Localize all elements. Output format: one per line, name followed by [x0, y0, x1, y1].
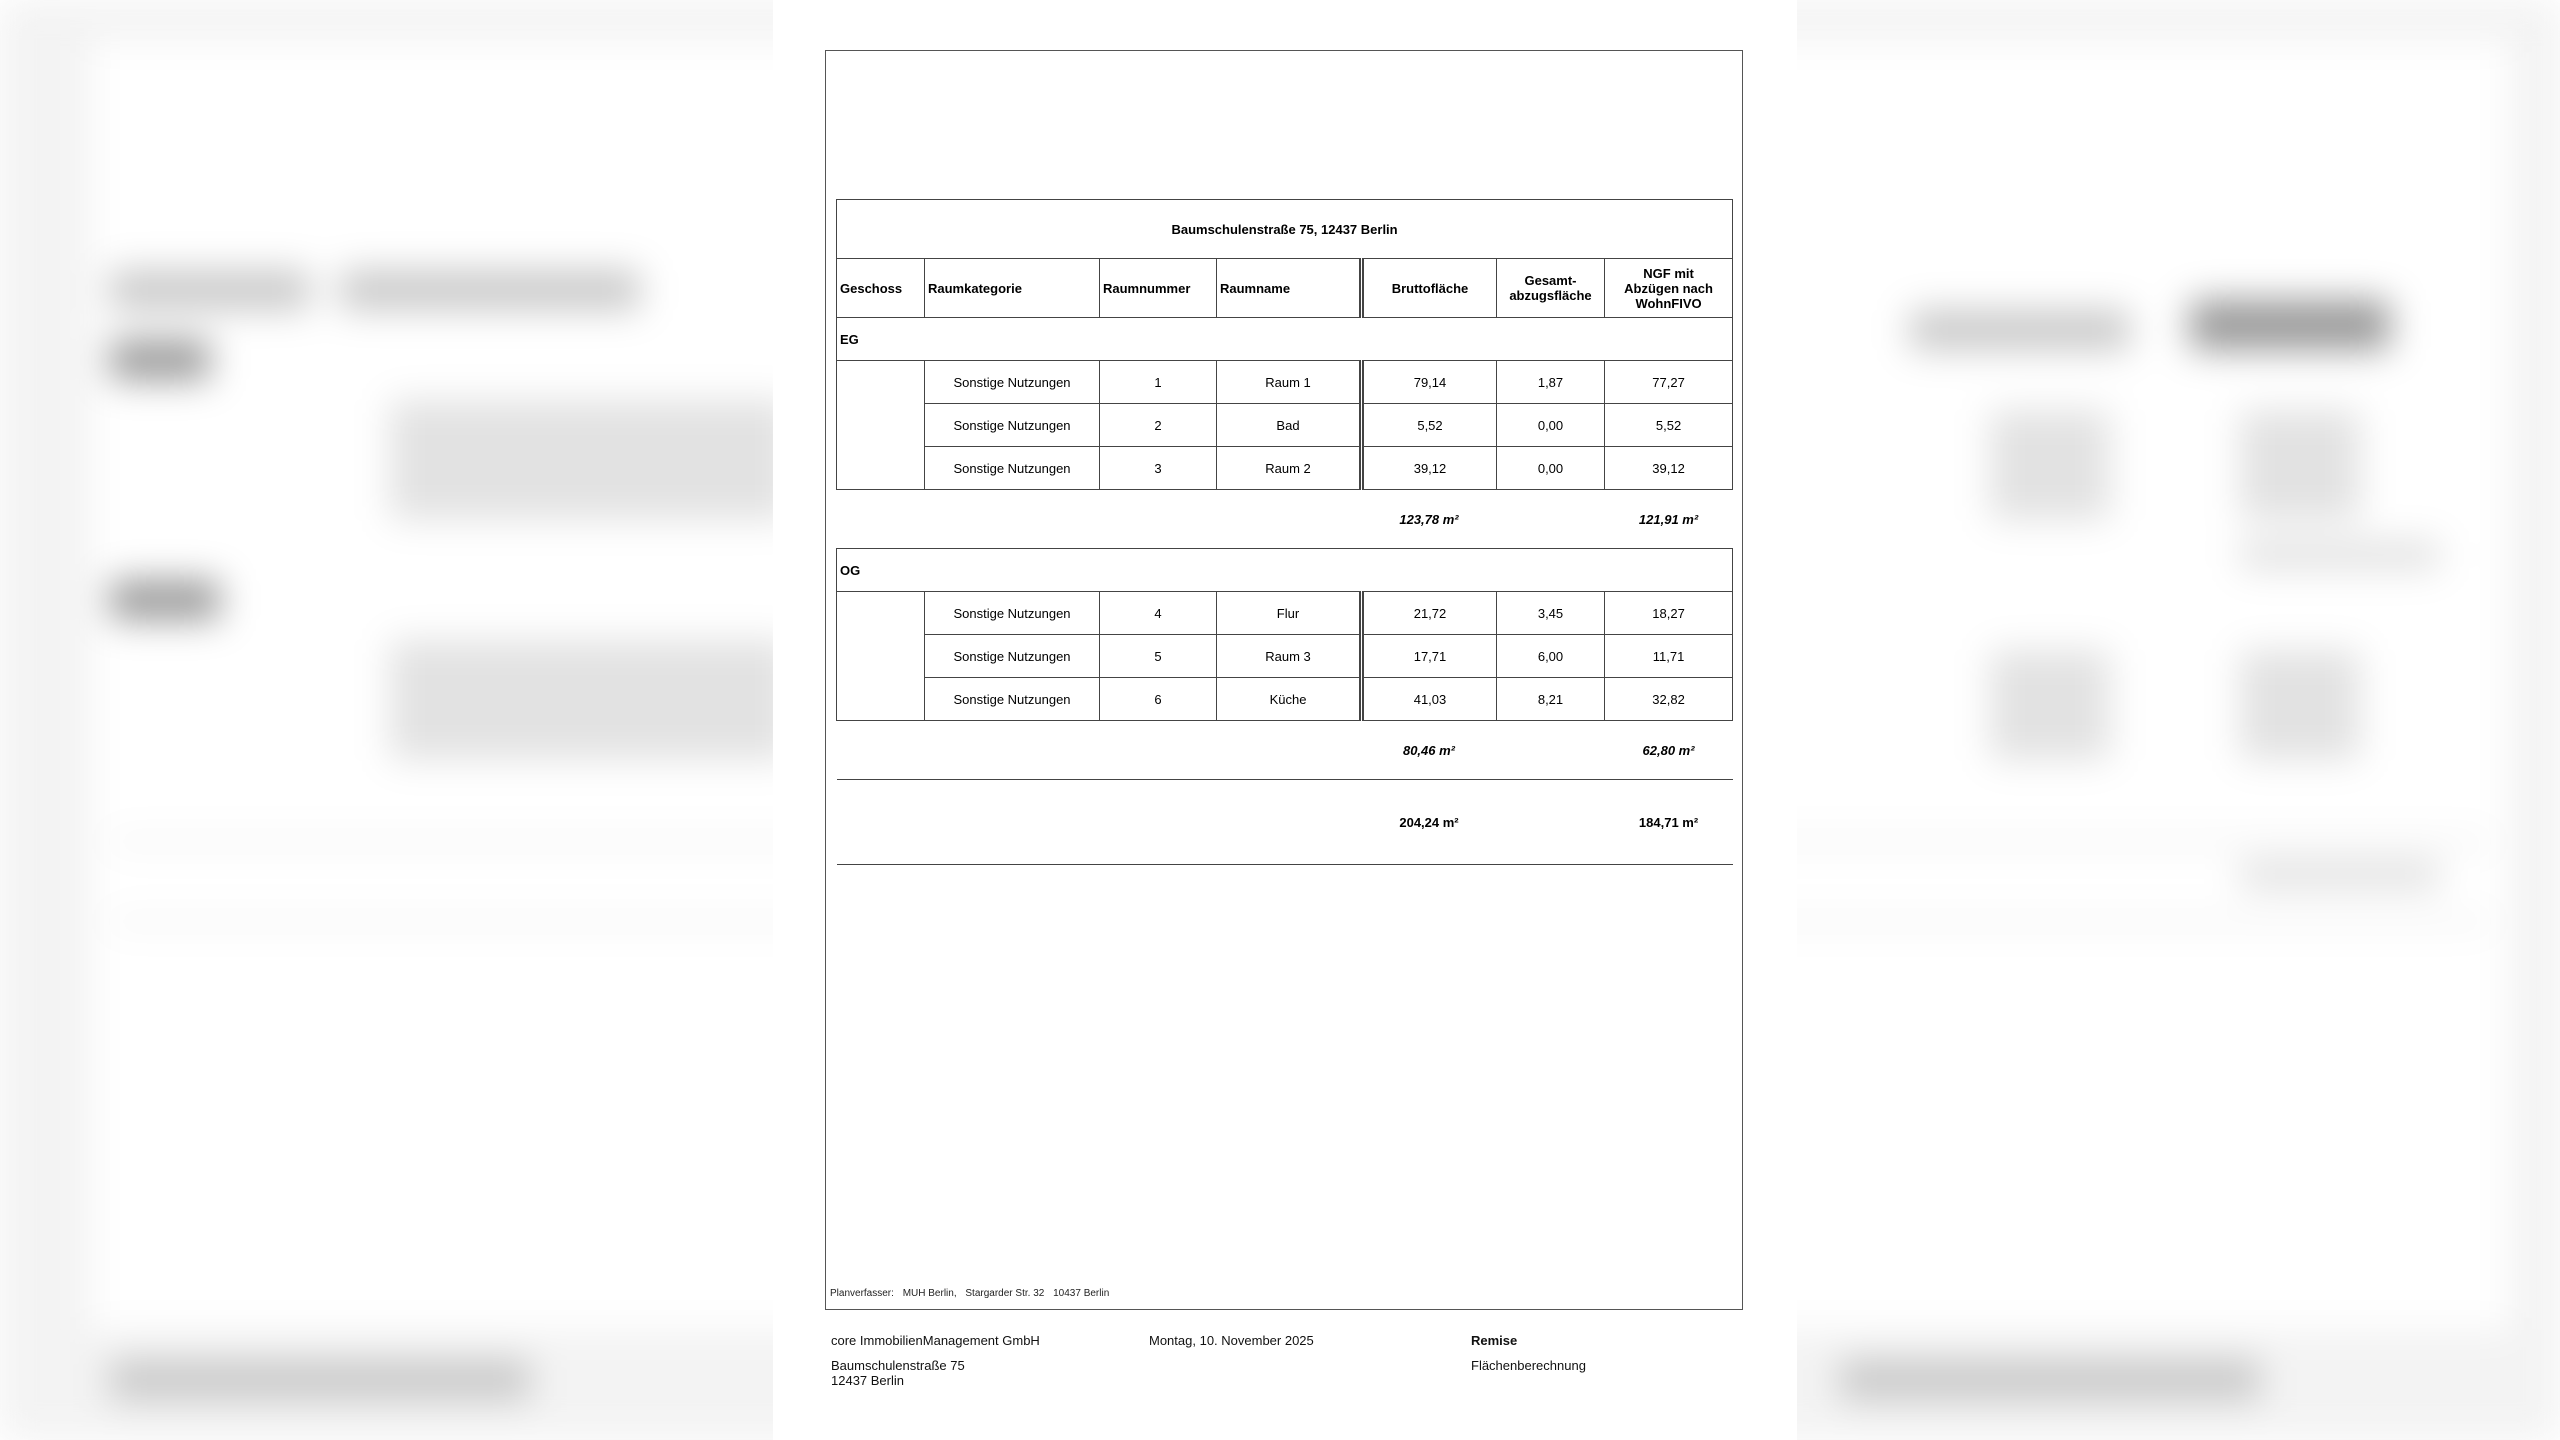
bg-block — [2240, 650, 2360, 760]
raumkategorie-cell: Sonstige Nutzungen — [925, 592, 1100, 635]
bg-block — [390, 640, 790, 760]
abzug-cell: 8,21 — [1497, 678, 1605, 721]
bg-block — [390, 400, 790, 520]
footer-date: Montag, 10. November 2025 — [1149, 1333, 1314, 1348]
footer-section: Remise — [1471, 1333, 1518, 1348]
column-header-bruttoflaeche: Bruttofläche — [1362, 259, 1497, 318]
bg-block — [1840, 1360, 2260, 1400]
ngf-cell: 77,27 — [1605, 361, 1733, 404]
ngf-cell: 39,12 — [1605, 447, 1733, 490]
raumnummer-cell: 6 — [1100, 678, 1217, 721]
footer-address-line1: Baumschulenstraße 75 — [831, 1358, 965, 1373]
table-row — [837, 404, 1733, 447]
bg-block — [1990, 650, 2110, 760]
column-header-geschoss: Geschoss — [837, 259, 925, 318]
area-table — [836, 199, 1733, 865]
subtotal-brutto: 123,78 m² — [1399, 511, 1459, 527]
raumname-cell: Flur — [1217, 592, 1362, 635]
bg-block — [1990, 410, 2110, 520]
total-row — [837, 780, 1733, 865]
bg-block — [2240, 860, 2440, 890]
raumname-cell: Bad — [1217, 404, 1362, 447]
table-title: Baumschulenstraße 75, 12437 Berlin — [837, 200, 1733, 259]
column-header-raumkategorie: Raumkategorie — [925, 259, 1100, 318]
raumname-cell: Raum 3 — [1217, 635, 1362, 678]
planverfasser — [830, 1288, 1115, 1299]
abzug-cell: 3,45 — [1497, 592, 1605, 635]
abzug-cell: 1,87 — [1497, 361, 1605, 404]
floor-label-og: OG — [837, 549, 1733, 592]
geschoss-cell — [837, 361, 925, 490]
footer-subtitle: Flächenberechnung — [1471, 1358, 1586, 1373]
brutto-cell: 41,03 — [1362, 678, 1497, 721]
raumnummer-cell: 2 — [1100, 404, 1217, 447]
subtotal-ngf: 121,91 m² — [1638, 511, 1699, 527]
document-viewer — [773, 0, 1797, 1440]
bg-block — [110, 270, 310, 310]
bg-block — [2240, 540, 2440, 570]
bg-block — [110, 340, 210, 380]
ngf-cell: 11,71 — [1605, 635, 1733, 678]
footer-company-block — [831, 1333, 1040, 1388]
total-ngf: 184,71 m² — [1605, 780, 1733, 865]
planverfasser-label: Planverfasser: — [830, 1288, 894, 1299]
bg-block — [110, 580, 220, 620]
subtotal-brutto: 80,46 m² — [1402, 742, 1456, 758]
raumkategorie-cell: Sonstige Nutzungen — [925, 361, 1100, 404]
bg-block — [340, 270, 640, 310]
column-header-abzugsflaeche: Gesamt- abzugsfläche — [1497, 259, 1605, 318]
geschoss-cell — [837, 592, 925, 721]
raumnummer-cell: 4 — [1100, 592, 1217, 635]
raumkategorie-cell: Sonstige Nutzungen — [925, 447, 1100, 490]
raumnummer-cell: 5 — [1100, 635, 1217, 678]
brutto-cell: 79,14 — [1362, 361, 1497, 404]
bg-block — [2190, 300, 2390, 350]
table-row — [837, 361, 1733, 404]
raumname-cell: Raum 2 — [1217, 447, 1362, 490]
raumkategorie-cell: Sonstige Nutzungen — [925, 404, 1100, 447]
column-header-raumname: Raumname — [1217, 259, 1362, 318]
floor-label-eg: EG — [837, 318, 1733, 361]
footer-address-line2: 12437 Berlin — [831, 1373, 904, 1388]
abzug-cell: 0,00 — [1497, 447, 1605, 490]
brutto-cell: 21,72 — [1362, 592, 1497, 635]
raumname-cell: Raum 1 — [1217, 361, 1362, 404]
ngf-cell: 18,27 — [1605, 592, 1733, 635]
table-row — [837, 447, 1733, 490]
abzug-cell: 0,00 — [1497, 404, 1605, 447]
footer-section-block — [1471, 1333, 1586, 1373]
bg-block — [110, 1360, 530, 1400]
abzug-cell: 6,00 — [1497, 635, 1605, 678]
raumkategorie-cell: Sonstige Nutzungen — [925, 678, 1100, 721]
planverfasser-city: 10437 Berlin — [1053, 1288, 1110, 1299]
ngf-cell: 5,52 — [1605, 404, 1733, 447]
subtotal-ngf: 62,80 m² — [1642, 742, 1695, 758]
brutto-cell: 17,71 — [1362, 635, 1497, 678]
planverfasser-company: MUH Berlin, — [902, 1288, 957, 1299]
brutto-cell: 39,12 — [1362, 447, 1497, 490]
ngf-cell: 32,82 — [1605, 678, 1733, 721]
footer-company: core ImmobilienManagement GmbH — [831, 1333, 1040, 1348]
subtotal-row-eg — [837, 490, 1733, 549]
raumnummer-cell: 1 — [1100, 361, 1217, 404]
bg-block — [1910, 310, 2130, 350]
column-header-ngf: NGF mit Abzügen nach WohnFIVO — [1605, 259, 1733, 318]
raumkategorie-cell: Sonstige Nutzungen — [925, 635, 1100, 678]
table-row — [837, 678, 1733, 721]
bg-block — [2240, 410, 2360, 520]
subtotal-row-og — [837, 721, 1733, 780]
raumnummer-cell: 3 — [1100, 447, 1217, 490]
raumname-cell: Küche — [1217, 678, 1362, 721]
planverfasser-street: Stargarder Str. 32 — [965, 1288, 1045, 1299]
document-page — [825, 50, 1743, 1310]
table-row — [837, 592, 1733, 635]
table-row — [837, 635, 1733, 678]
brutto-cell: 5,52 — [1362, 404, 1497, 447]
total-brutto: 204,24 m² — [1362, 780, 1497, 865]
column-header-raumnummer: Raumnummer — [1100, 259, 1217, 318]
